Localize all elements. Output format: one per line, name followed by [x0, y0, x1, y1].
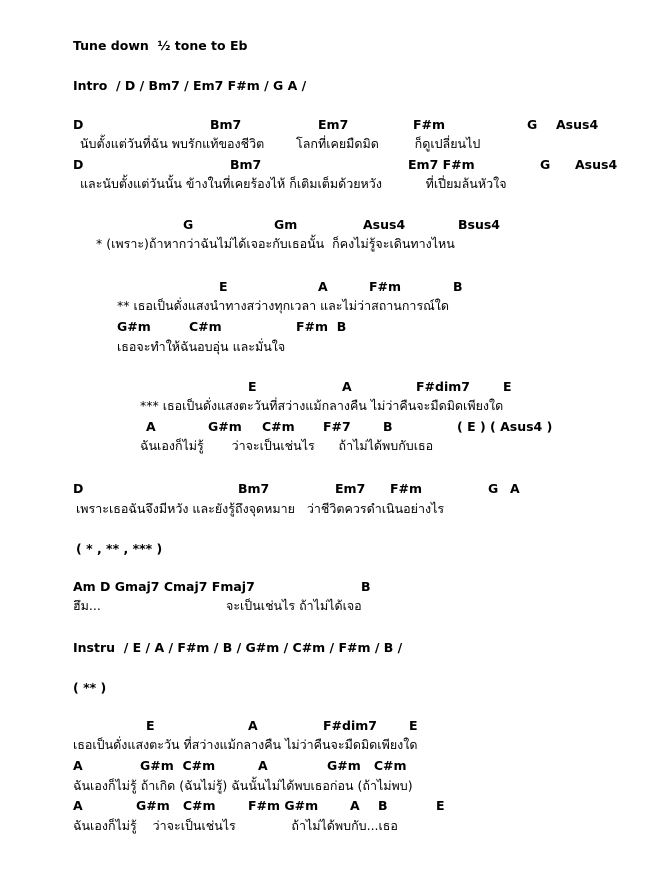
- chorus2-line2-lyric: ฉันเองก็ไม่รู้ ว่าจะเป็นเช่นไร ถ้าไม่ได้พบกับเธอ: [140, 438, 434, 453]
- chord-symbol: B: [383, 419, 393, 434]
- tuning-note: Tune down ½ tone to Eb: [73, 38, 248, 53]
- chord-symbol: A: [350, 798, 360, 813]
- chord-symbol: Bm7: [210, 117, 242, 132]
- chord-symbol: E: [409, 718, 418, 733]
- chord-symbol: Em7 F#m: [408, 157, 475, 172]
- verse1-line2-lyric: และนับตั้งแต่วันนั้น ข้างในที่เคยร้องไห้ ก็เติมเต็มด้วยหวัง ที่เปี่ยมล้นหัวใจ: [80, 176, 507, 191]
- chord-symbol: F#m B: [296, 319, 347, 334]
- chord-symbol: Asus4: [575, 157, 618, 172]
- chord-symbol: E: [503, 379, 512, 394]
- chord-symbol: C#m: [189, 319, 222, 334]
- chorus1-line2-lyric: เธอจะทำให้ฉันอบอุ่น และมั่นใจ: [117, 339, 286, 354]
- chord-symbol: F#dim7: [323, 718, 377, 733]
- final-line1-lyric: เธอเป็นดั่งแสงตะวัน ที่สว่างแม้กลางคืน ไม่ว่าคืนจะมืดมิดเพียงใด: [73, 737, 418, 752]
- chord-symbol: B: [453, 279, 463, 294]
- chord-symbol: B: [378, 798, 388, 813]
- chord-symbol: G: [527, 117, 538, 132]
- chord-symbol: Asus4: [363, 217, 406, 232]
- chord-symbol: F#m: [390, 481, 423, 496]
- repeat-marker-2: ( ** ): [73, 680, 107, 695]
- hum-lyric-left: ฮึม...: [73, 598, 101, 613]
- chord-symbol: Bm7: [238, 481, 270, 496]
- chord-symbol: E: [248, 379, 257, 394]
- chord-symbol: G: [540, 157, 551, 172]
- hum-lyric-right: จะเป็นเช่นไร ถ้าไม่ได้เจอ: [226, 598, 362, 613]
- chord-symbol: Bsus4: [458, 217, 501, 232]
- repeat-marker-1: ( * , ** , *** ): [76, 541, 163, 556]
- chord-symbol: G#m: [117, 319, 151, 334]
- chord-symbol: A: [73, 758, 83, 773]
- chord-symbol: A: [258, 758, 268, 773]
- chord-symbol: G: [488, 481, 499, 496]
- chord-symbol: G: [183, 217, 194, 232]
- chord-symbol: F#m: [413, 117, 446, 132]
- instrumental-line: Instru / E / A / F#m / B / G#m / C#m / F#m / B /: [73, 640, 403, 655]
- chord-symbol: A: [318, 279, 328, 294]
- chord-symbol: F#dim7: [416, 379, 470, 394]
- chord-symbol: A: [146, 419, 156, 434]
- chorus2-line1-lyric: *** เธอเป็นดั่งแสงตะวันที่สว่างแม้กลางคืน ไม่ว่าคืนจะมืดมิดเพียงใด: [140, 398, 504, 413]
- chord-symbol: C#m: [262, 419, 295, 434]
- chord-symbol: G#m C#m: [140, 758, 216, 773]
- chord-symbol: E: [219, 279, 228, 294]
- chord-symbol: F#m G#m: [248, 798, 319, 813]
- chord-symbol: B: [361, 579, 371, 594]
- verse1-line1-lyric: นับตั้งแต่วันที่ฉัน พบรักแท้ของชีวิต โลกที่เคยมืดมิด ก็ดูเปลี่ยนไป: [80, 136, 481, 151]
- chord-symbol: G#m C#m: [327, 758, 407, 773]
- chord-symbol: D: [73, 157, 84, 172]
- chord-symbol: Bm7: [230, 157, 262, 172]
- chorus1-line1-lyric: ** เธอเป็นดั่งแสงนำทางสว่างทุกเวลา และไม่ว่าสถานการณ์ใด: [117, 298, 449, 313]
- chord-symbol: F#7: [323, 419, 351, 434]
- chord-symbol: Asus4: [556, 117, 599, 132]
- chord-symbol: E: [146, 718, 155, 733]
- chord-symbol: A: [248, 718, 258, 733]
- chord-symbol: Gm: [274, 217, 298, 232]
- final-line2-lyric: ฉันเองก็ไม่รู้ ถ้าเกิด (ฉันไม่รู้) ฉันนั้นไม่ได้พบเธอก่อน (ถ้าไม่พบ): [73, 778, 413, 793]
- final-line3-lyric: ฉันเองก็ไม่รู้ ว่าจะเป็นเช่นไร ถ้าไม่ได้พบกับ...เธอ: [73, 818, 398, 833]
- chord-symbol: G#m: [208, 419, 242, 434]
- chord-symbol: A: [73, 798, 83, 813]
- chord-symbol: A: [510, 481, 520, 496]
- chord-symbol: E: [436, 798, 445, 813]
- chord-symbol: G#m C#m: [136, 798, 216, 813]
- intro-line: Intro / D / Bm7 / Em7 F#m / G A /: [73, 78, 307, 93]
- chord-symbol: Em7: [335, 481, 366, 496]
- chord-symbol: D: [73, 117, 84, 132]
- chord-symbol: A: [342, 379, 352, 394]
- chord-symbol: Em7: [318, 117, 349, 132]
- bridge-lyric: เพราะเธอฉันจึงมีหวัง และยังรู้ถึงจุดหมาย ว่าชีวิตควรดำเนินอย่างไร: [76, 501, 445, 516]
- chord-symbol: F#m: [369, 279, 402, 294]
- chord-symbol: D: [73, 481, 84, 496]
- chord-symbol: Am D Gmaj7 Cmaj7 Fmaj7: [73, 579, 255, 594]
- chord-symbol: ( E ) ( Asus4 ): [457, 419, 553, 434]
- prechorus-lyric: * (เพราะ)ถ้าหากว่าฉันไม่ได้เจอะกับเธอนั้น ก็คงไม่รู้จะเดินทางไหน: [96, 236, 455, 251]
